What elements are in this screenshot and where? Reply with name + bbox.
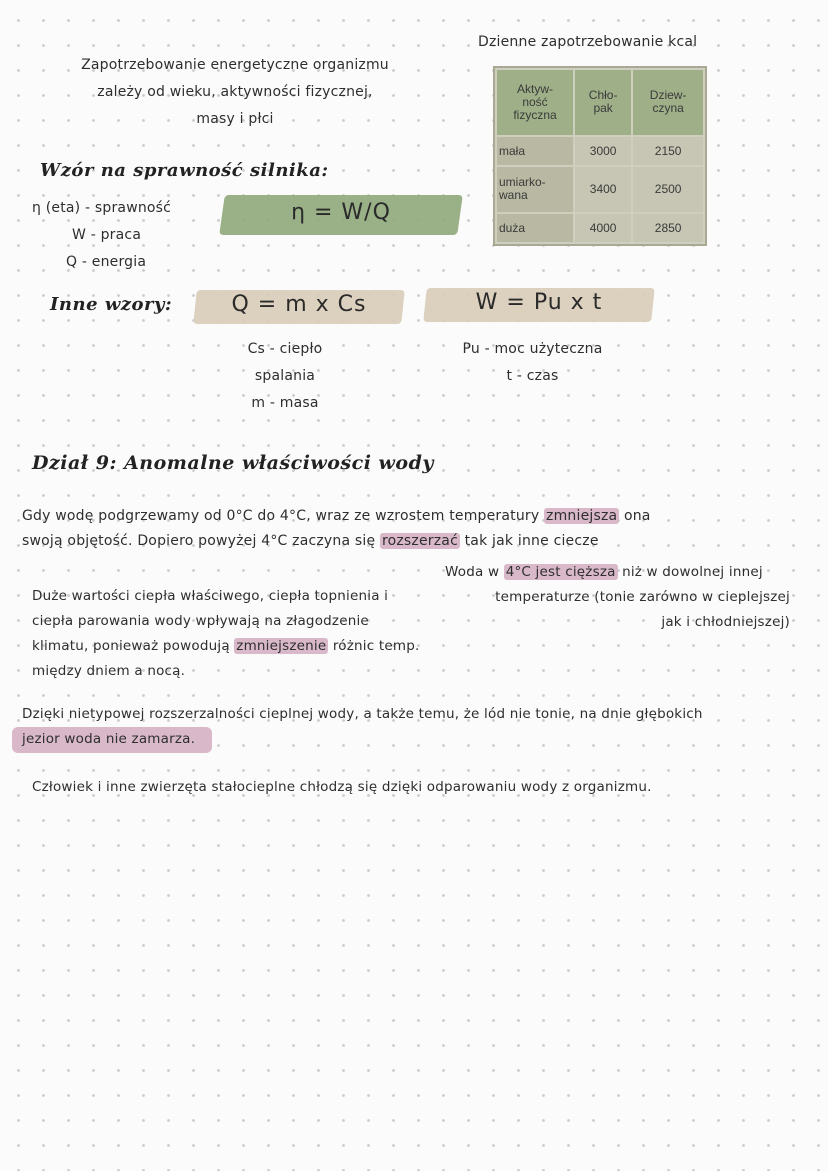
text: temperaturze (tonie zarówno w cieplejszej <box>495 589 790 605</box>
table-cell: duża <box>496 213 574 243</box>
efficiency-heading: Wzór na sprawność silnika: <box>40 160 329 181</box>
legend-line: m - masa <box>251 395 319 411</box>
table-cell: 3400 <box>574 166 632 214</box>
efficiency-formula: η = W/Q <box>291 200 391 225</box>
highlight-rozszerzac: rozszerzać <box>381 533 458 549</box>
paragraph-density <box>445 560 790 635</box>
table-header: Chło- pak <box>574 69 632 136</box>
paragraph-anomaly <box>22 504 722 554</box>
table-row <box>496 213 704 243</box>
other-formulas-heading: Inne wzory: <box>50 294 173 315</box>
text: różnic temp. <box>328 638 420 654</box>
intro-line: Zapotrzebowanie energetyczne organizmu <box>81 57 389 73</box>
section-heading: Dział 9: Anomalne właściwości wody <box>32 452 434 474</box>
table-row <box>496 136 704 166</box>
kcal-table-title: Dzienne zapotrzebowanie kcal <box>478 34 698 50</box>
table-row <box>496 166 704 214</box>
intro-line: zależy od wieku, aktywności fizycznej, <box>97 84 373 100</box>
text: Duże wartości ciepła właściwego, ciepła topnienia i <box>32 588 389 604</box>
text: Dzięki nietypowej rozszerzalności cieplnej wody, a także temu, że lód nie tonie, na dnie głębokich <box>22 706 703 722</box>
table-cell: umiarko- wana <box>496 166 574 214</box>
text: niż w dowolnej innej <box>617 564 763 580</box>
text: ciepła parowania wody wpływają na złagodzenie <box>32 613 369 629</box>
text: Gdy wodę podgrzewamy od 0°C do 4°C, wraz ze wzrostem temperatury <box>22 508 545 524</box>
table-header: Dziew- czyna <box>632 69 704 136</box>
text: jezior woda nie zamarza. <box>22 731 196 747</box>
intro-text <box>40 52 430 133</box>
paragraph-lakes <box>22 702 812 752</box>
work-formula: W = Pu x t <box>475 290 603 315</box>
kcal-table <box>495 68 705 244</box>
legend-line: η (eta) - sprawność <box>32 200 172 216</box>
table-cell: 2150 <box>632 136 704 166</box>
efficiency-legend <box>32 195 202 276</box>
legend-line: spalania <box>254 368 316 384</box>
highlight-decrease: zmniejszenie <box>236 638 327 654</box>
paragraph-climate <box>32 584 452 684</box>
legend-line: Q - energia <box>66 254 147 270</box>
table-cell: 2500 <box>632 166 704 214</box>
legend-line: Pu - moc użyteczna <box>462 341 603 357</box>
heat-legend <box>225 336 345 417</box>
text: klimatu, ponieważ powodują <box>32 638 235 654</box>
highlight-heavier: 4°C jest cięższa <box>505 564 616 580</box>
work-legend <box>440 336 625 390</box>
intro-line: masy i płci <box>196 111 274 127</box>
heat-formula: Q = m x Cs <box>231 292 367 317</box>
paragraph-cooling: Człowiek i inne zwierzęta stałocieplne chłodzą się dzięki odparowaniu wody z organizmu. <box>32 779 652 795</box>
table-cell: mała <box>496 136 574 166</box>
text: między dniem a nocą. <box>32 663 186 679</box>
table-header: Aktyw- ność fizyczna <box>496 69 574 136</box>
table-cell: 4000 <box>574 213 632 243</box>
text: jak i chłodniejszej) <box>661 614 790 630</box>
text: swoją objętość. Dopiero powyżej 4°C zaczyna się <box>22 533 380 549</box>
kcal-table-photo <box>493 66 707 246</box>
text: tak jak inne ciecze <box>459 533 599 549</box>
table-cell: 2850 <box>632 213 704 243</box>
legend-line: W - praca <box>72 227 142 243</box>
text: Woda w <box>445 564 504 580</box>
highlight-zmniejsza: zmniejsza <box>546 508 618 524</box>
legend-line: t - czas <box>506 368 559 384</box>
text: ona <box>619 508 651 524</box>
table-cell: 3000 <box>574 136 632 166</box>
legend-line: Cs - ciepło <box>247 341 323 357</box>
